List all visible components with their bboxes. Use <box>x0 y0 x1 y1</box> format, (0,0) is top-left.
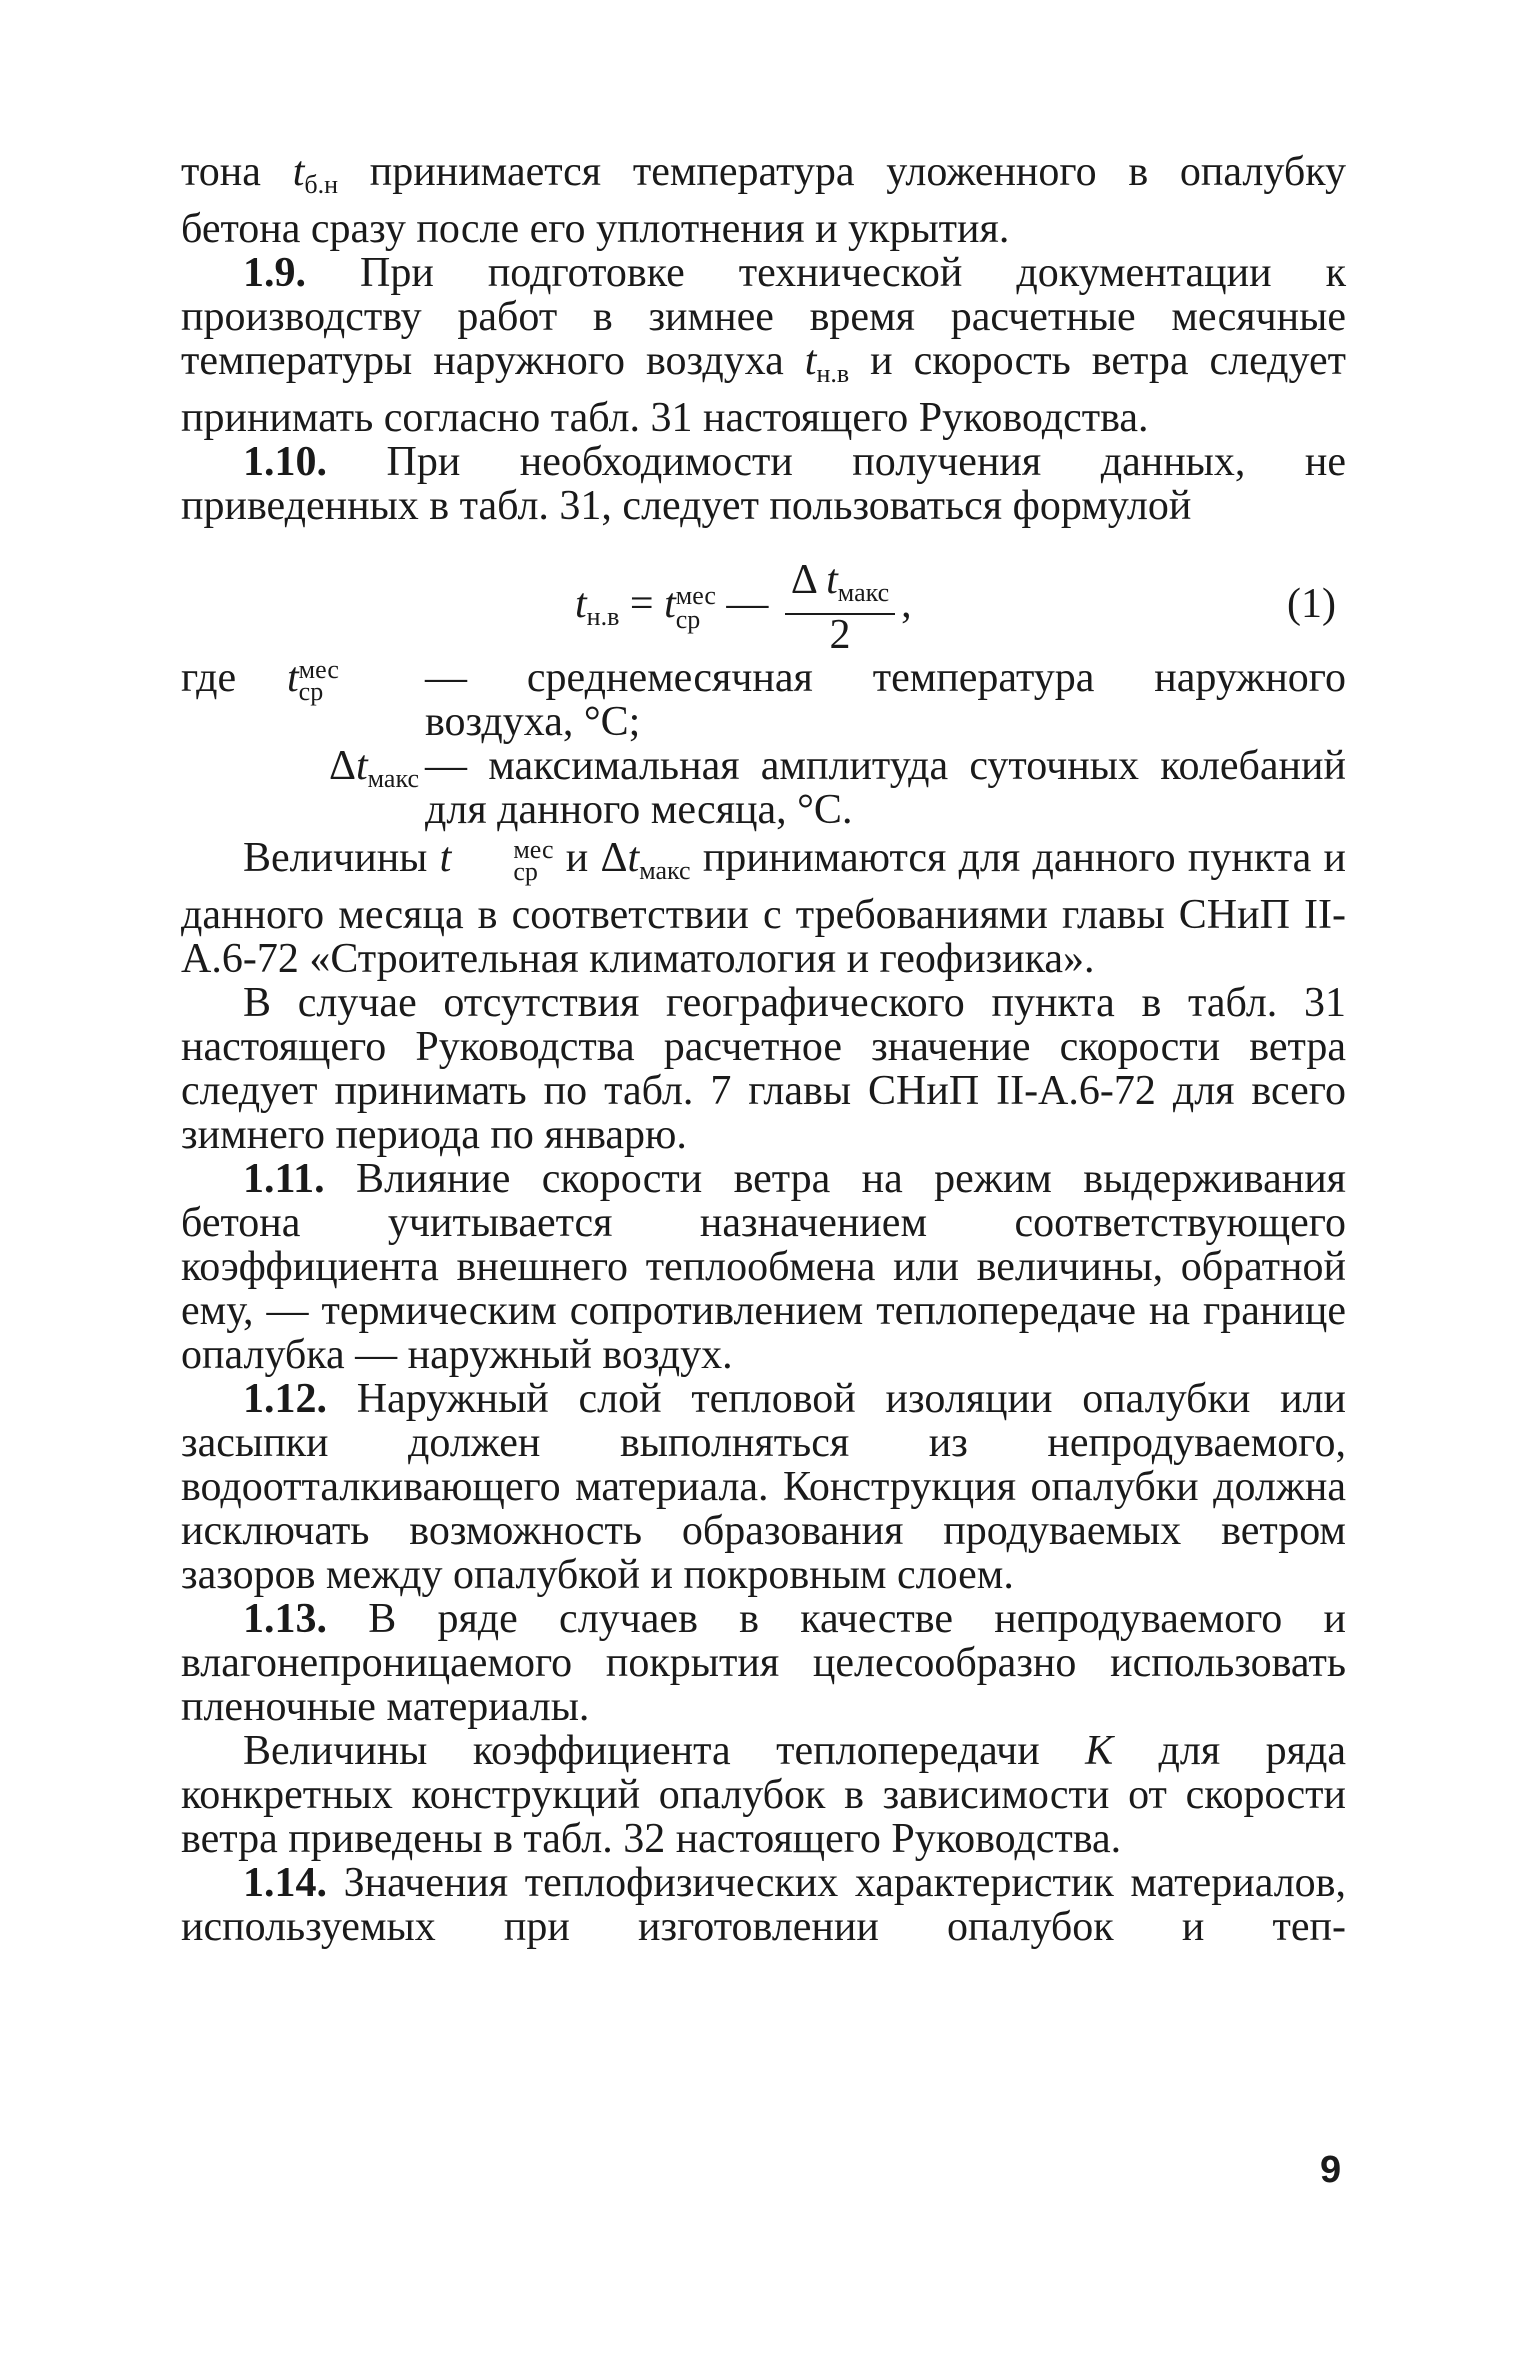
paragraph-1-9: 1.9. При подготовке технической документации к производству работ в зимнее время расчетные месячные температуры наружного воздуха $t_{н.в}$ и скорость ветра следует принимать согласно табл. 31 настоящего Руководства. <box>181 250 1346 441</box>
paragraph-1-10: 1.10. При необходимости получения данных, не приведенных в табл. 31, следует пользоваться формулой <box>181 439 1346 529</box>
equation-number: (1) <box>1287 581 1336 627</box>
page-body <box>181 150 1346 1949</box>
variable-definitions <box>181 656 1346 832</box>
definition-delta-t: $\Delta t_{макс}$ — максимальная амплитуда суточных колебаний для данного месяца, °С. <box>328 743 1346 833</box>
formula-1 <box>181 538 1346 658</box>
paragraph-1-14: 1.14. Значения теплофизических характеристик материалов, используемых при изготовлении опалубок и теп- <box>181 1860 1346 1950</box>
paragraph-continuation: тона $t_{б.н}$ принимается температура уложенного в опалубку бетона сразу после его уплотнения и укрытия. <box>181 149 1346 252</box>
formula-fraction: $\frac{\Delta t_{макс}}{2}$ <box>785 560 895 655</box>
paragraph-1-12: 1.12. Наружный слой тепловой изоляции опалубки или засыпки должен выполняться из непродуваемого, водоотталкивающего материала. Конструкция опалубки должна исключать возможность образования продуваемых ветром зазоров между опалубкой и покровным слоем. <box>181 1376 1346 1598</box>
paragraph-values: Величины t мес ср и $\Delta t_{макс}$ принимаются для данного пункта и данного месяца в соответствии с требованиями главы СНиП II-А.6-72 «Строительная климатология и геофизика». <box>181 835 1346 982</box>
page-number: 9 <box>1320 2149 1342 2191</box>
definition-t-avg: где t мес ср — среднемесячная температура наружного воздуха, °С; <box>181 655 1346 745</box>
formula-expression: $t_{н.в} = t$ мес ср — $\frac{\Delta t_{макс}}{2}$ , <box>575 557 912 658</box>
paragraph-coefficient-k: Величины коэффициента теплопередачи К для ряда конкретных конструкций опалубок в зависимости от скорости ветра приведены в табл. 32 настоящего Руководства. <box>181 1728 1346 1862</box>
paragraph-absence: В случае отсутствия географического пункта в табл. 31 настоящего Руководства расчетное значение скорости ветра следует принимать по табл. 7 главы СНиП II-А.6-72 для всего зимнего периода по январю. <box>181 980 1346 1158</box>
paragraph-1-13: 1.13. В ряде случаев в качестве непродуваемого и влагонепроницаемого покрытия целесообразно использовать пленочные материалы. <box>181 1596 1346 1730</box>
paragraph-1-11: 1.11. Влияние скорости ветра на режим выдерживания бетона учитывается назначением соответствующего коэффициента внешнего теплообмена или величины, обратной ему, — термическим сопротивлением теплопередаче на границе опалубка — наружный воздух. <box>181 1156 1346 1378</box>
